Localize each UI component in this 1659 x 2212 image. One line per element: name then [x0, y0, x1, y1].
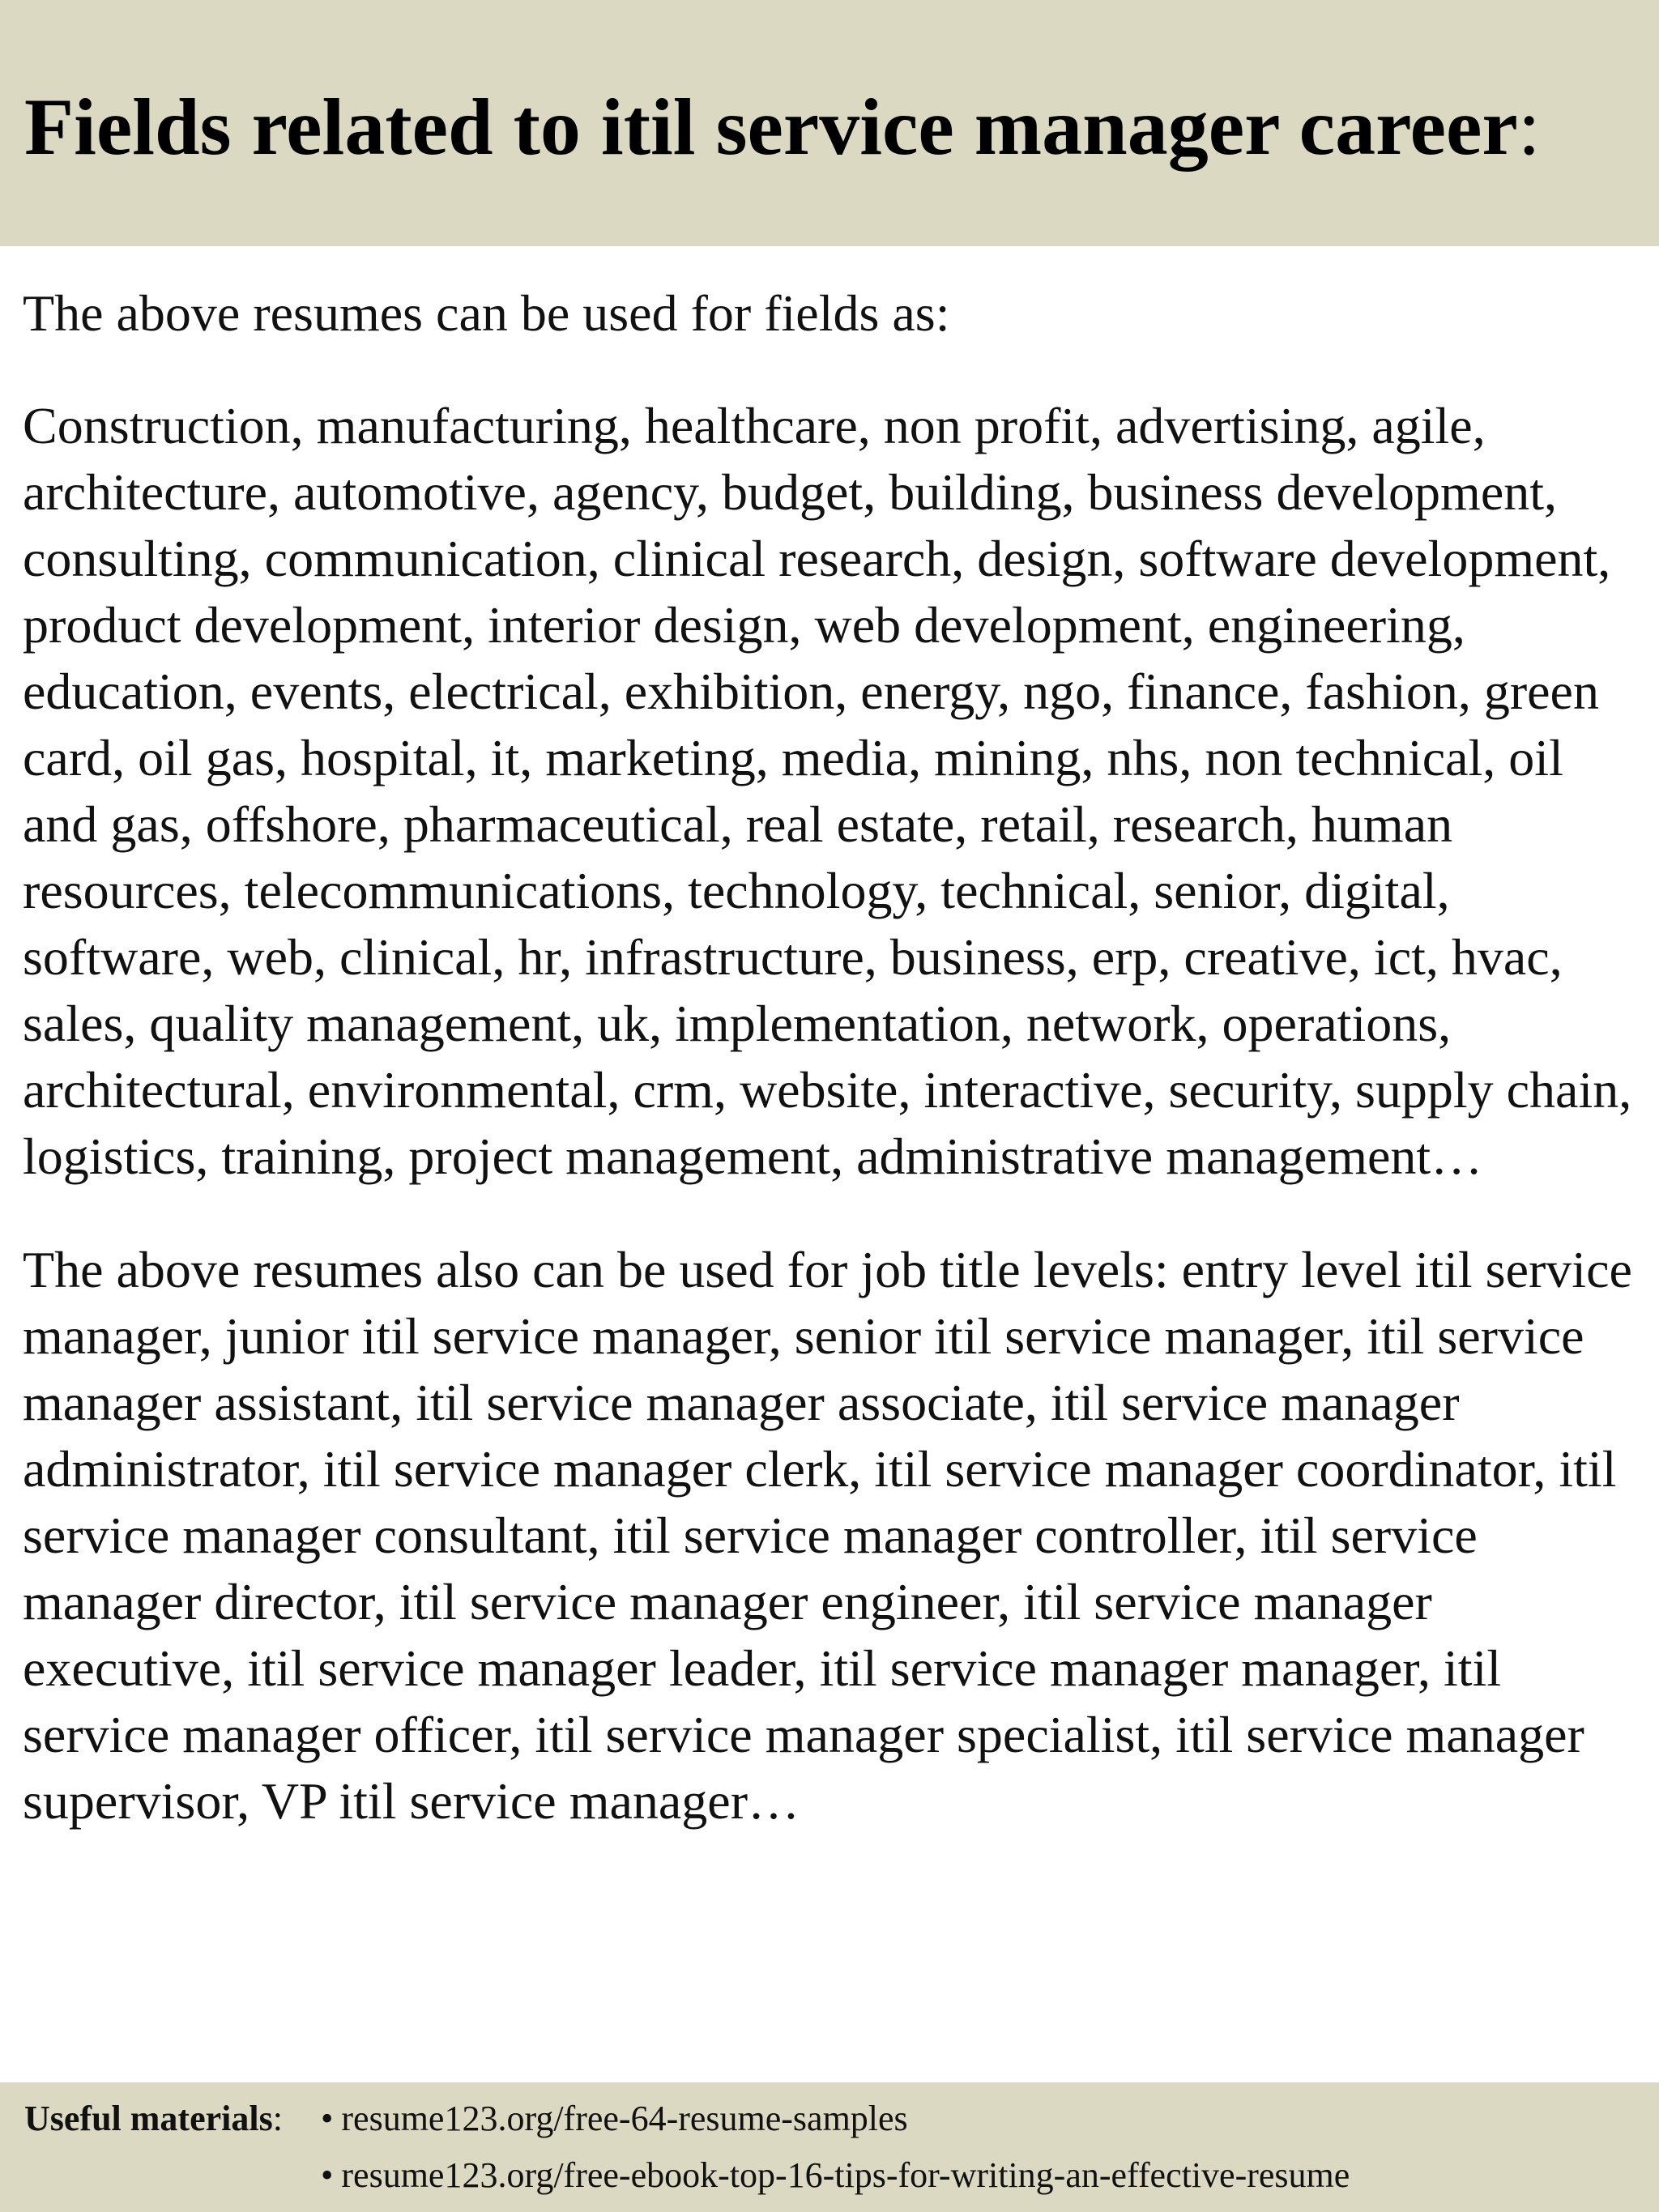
main-content	[23, 280, 1635, 1835]
footer-band	[0, 2082, 1659, 2212]
useful-materials-colon: :	[272, 2099, 283, 2138]
page-title-colon: :	[1517, 82, 1541, 172]
fields-list-text: Construction, manufacturing, healthcare, non profit, advertising, agile, architecture, automotive, agency, budget, building, business development, consulting, communication, clinical research, design, software development, product development, interior design, web development, engineering, education, events, electrical, exhibition, energy, ngo, finance, fashion, green card, oil gas, hospital, it, marketing, media, mining, nhs, non technical, oil and gas, offshore, pharmaceutical, real estate, retail, research, human resources, telecommunications, technology, technical, senior, digital, software, web, clinical, hr, infrastructure, business, erp, creative, ict, hvac, sales, quality management, uk, implementation, network, operations, architectural, environmental, crm, website, interactive, security, supply chain, logistics, training, project management, administrative management…	[23, 397, 1632, 1185]
useful-materials-link-samples[interactable]	[321, 2091, 1350, 2147]
page-title	[24, 78, 1541, 177]
page-title-text: Fields related to itil service manager career	[24, 82, 1518, 172]
link-text: resume123.org/free-ebook-top-16-tips-for-writing-an-effective-resume	[341, 2155, 1350, 2195]
job-levels-text: The above resumes also can be used for job title levels: entry level itil service manager, junior itil service manager, senior itil service manager, itil service manager assistant, itil service manager associate, itil service manager administrator, itil service manager clerk, itil service manager coordinator, itil service manager consultant, itil service manager controller, itil service manager director, itil service manager engineer, itil service manager executive, itil service manager leader, itil service manager manager, itil service manager officer, itil service manager specialist, itil service manager supervisor, VP itil service manager…	[23, 1241, 1632, 1830]
useful-materials-links	[321, 2091, 1350, 2204]
intro-text: The above resumes can be used for fields as:	[23, 284, 950, 342]
header-band	[0, 0, 1659, 246]
useful-materials-label	[24, 2091, 283, 2147]
bullet-icon: •	[321, 2155, 334, 2195]
useful-materials-link-ebook[interactable]	[321, 2147, 1350, 2204]
useful-materials-label-text: Useful materials	[24, 2099, 273, 2138]
bullet-icon: •	[321, 2099, 334, 2138]
link-text: resume123.org/free-64-resume-samples	[341, 2099, 908, 2138]
